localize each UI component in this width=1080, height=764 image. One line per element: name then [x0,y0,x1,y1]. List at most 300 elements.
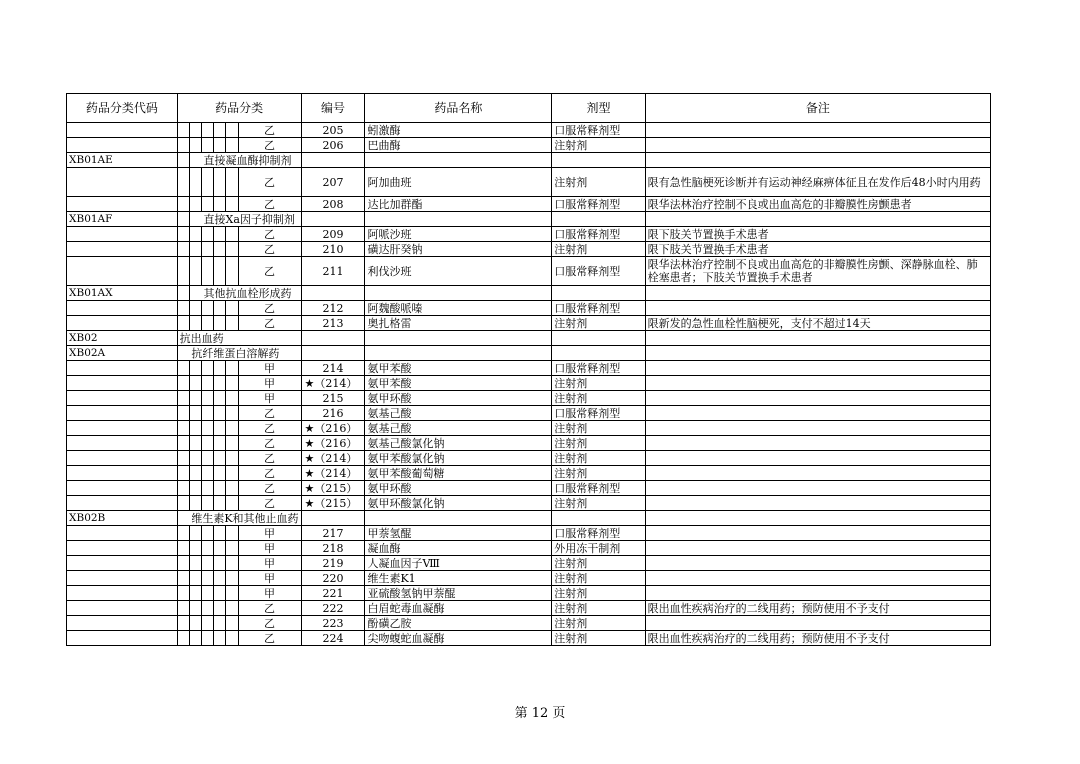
level-indent [189,631,201,646]
level-indent [214,616,226,631]
level-indent [214,526,226,541]
drug-number: 212 [301,301,365,316]
drug-name: 阿魏酸哌嗪 [365,301,552,316]
drug-form: 注射剂 [552,616,645,631]
drug-code-cell [67,556,178,571]
empty-number [301,212,365,227]
drug-name: 利伐沙班 [365,257,552,286]
drug-grade: 乙 [238,138,301,153]
level-indent [189,601,201,616]
category-name: 抗出血药 [177,331,301,346]
drug-name: 甲萘氢醌 [365,526,552,541]
drug-number: 218 [301,541,365,556]
level-indent [177,571,189,586]
level-indent [214,227,226,242]
level-indent [177,153,189,168]
level-indent [189,466,201,481]
level-indent [177,481,189,496]
empty-name [365,346,552,361]
drug-name: 氨甲苯酸 [365,361,552,376]
level-indent [226,301,238,316]
level-indent [177,168,189,197]
drug-row [67,197,991,212]
level-indent [177,526,189,541]
drug-row [67,376,991,391]
drug-name: 巴曲酶 [365,138,552,153]
drug-form: 注射剂 [552,451,645,466]
level-indent [177,138,189,153]
drug-grade: 乙 [238,451,301,466]
drug-name: 阿哌沙班 [365,227,552,242]
drug-grade: 乙 [238,466,301,481]
drug-grade: 乙 [238,257,301,286]
drug-form: 注射剂 [552,466,645,481]
level-indent [214,197,226,212]
drug-name: 达比加群酯 [365,197,552,212]
level-indent [189,586,201,601]
drug-name: 氨基己酸 [365,421,552,436]
empty-note [645,511,990,526]
drug-form: 注射剂 [552,316,645,331]
drug-code-cell [67,466,178,481]
level-indent [177,556,189,571]
drug-grade: 乙 [238,242,301,257]
drug-name: 奥扎格雷 [365,316,552,331]
drug-grade: 乙 [238,301,301,316]
level-indent [189,421,201,436]
drug-note: 限出血性疾病治疗的二线用药；预防使用不予支付 [645,631,990,646]
level-indent [177,301,189,316]
level-indent [189,616,201,631]
level-indent [202,168,214,197]
empty-form [552,511,645,526]
drug-grade: 甲 [238,571,301,586]
empty-number [301,331,365,346]
drug-form: 注射剂 [552,242,645,257]
drug-note [645,436,990,451]
level-indent [226,541,238,556]
level-indent [202,301,214,316]
drug-code-cell [67,361,178,376]
level-indent [202,257,214,286]
empty-form [552,212,645,227]
drug-code-cell [67,242,178,257]
drug-number: 217 [301,526,365,541]
drug-row [67,481,991,496]
drug-number: ★（214） [301,451,365,466]
level-indent [214,556,226,571]
empty-form [552,346,645,361]
drug-name: 氨甲环酸氯化钠 [365,496,552,511]
drug-grade: 乙 [238,496,301,511]
level-indent [226,197,238,212]
level-indent [177,631,189,646]
level-indent [202,421,214,436]
drug-name: 氨甲环酸 [365,391,552,406]
drug-form: 注射剂 [552,601,645,616]
level-indent [202,631,214,646]
drug-number: 206 [301,138,365,153]
level-indent [177,376,189,391]
level-indent [189,242,201,257]
level-indent [214,316,226,331]
drug-note [645,496,990,511]
level-indent [214,541,226,556]
drug-number: ★（214） [301,466,365,481]
level-indent [177,541,189,556]
level-indent [214,376,226,391]
page-number: 第 12 页 [514,706,566,721]
level-indent [202,361,214,376]
drug-code-cell [67,301,178,316]
level-indent [189,556,201,571]
level-indent [202,242,214,257]
drug-number: 209 [301,227,365,242]
drug-row [67,242,991,257]
empty-name [365,286,552,301]
drug-number: 211 [301,257,365,286]
drug-code-cell [67,138,178,153]
drug-catalog-table [66,93,991,646]
level-indent [177,466,189,481]
level-indent [202,138,214,153]
drug-code-cell [67,316,178,331]
level-indent [202,526,214,541]
level-indent [202,496,214,511]
level-indent [226,406,238,421]
drug-number: ★（215） [301,496,365,511]
level-indent [202,376,214,391]
empty-note [645,346,990,361]
drug-name: 阿加曲班 [365,168,552,197]
drug-name: 磺达肝癸钠 [365,242,552,257]
drug-row [67,526,991,541]
level-indent [214,586,226,601]
level-indent [202,391,214,406]
drug-row [67,616,991,631]
level-indent [189,316,201,331]
level-indent [202,586,214,601]
level-indent [177,212,189,227]
level-indent [226,601,238,616]
drug-code-cell [67,496,178,511]
drug-row [67,168,991,197]
level-indent [189,436,201,451]
level-indent [177,286,189,301]
drug-number: 223 [301,616,365,631]
level-indent [177,616,189,631]
drug-note [645,571,990,586]
drug-grade: 乙 [238,481,301,496]
level-indent [177,316,189,331]
drug-number: 220 [301,571,365,586]
empty-number [301,153,365,168]
level-indent [202,227,214,242]
drug-code-cell [67,257,178,286]
level-indent [189,541,201,556]
drug-grade: 乙 [238,436,301,451]
drug-grade: 甲 [238,556,301,571]
drug-form: 注射剂 [552,138,645,153]
level-indent [177,123,189,138]
level-indent [189,168,201,197]
header-code: 药品分类代码 [67,94,178,123]
drug-row [67,123,991,138]
level-indent [214,436,226,451]
header-number: 编号 [301,94,365,123]
level-indent [226,316,238,331]
drug-note: 限出血性疾病治疗的二线用药；预防使用不予支付 [645,601,990,616]
drug-form: 口服常释剂型 [552,123,645,138]
drug-form: 口服常释剂型 [552,197,645,212]
drug-number: 208 [301,197,365,212]
level-indent [214,631,226,646]
drug-grade: 乙 [238,168,301,197]
level-indent [177,511,189,526]
drug-name: 氨甲苯酸葡萄糖 [365,466,552,481]
level-indent [214,601,226,616]
level-indent [189,361,201,376]
drug-grade: 甲 [238,526,301,541]
header-row [67,94,991,123]
drug-form: 注射剂 [552,586,645,601]
empty-form [552,286,645,301]
drug-number: ★（214） [301,376,365,391]
category-code: XB02B [67,511,178,526]
drug-grade: 乙 [238,227,301,242]
drug-number: 210 [301,242,365,257]
empty-name [365,153,552,168]
drug-number: 213 [301,316,365,331]
level-indent [202,406,214,421]
level-indent [189,451,201,466]
drug-name: 尖吻蝮蛇血凝酶 [365,631,552,646]
empty-note [645,331,990,346]
drug-name: 凝血酶 [365,541,552,556]
empty-name [365,511,552,526]
drug-row [67,436,991,451]
drug-form: 注射剂 [552,376,645,391]
drug-grade: 乙 [238,406,301,421]
drug-name: 氨甲环酸 [365,481,552,496]
drug-number: 224 [301,631,365,646]
drug-row [67,601,991,616]
level-indent [189,212,201,227]
level-indent [177,421,189,436]
drug-code-cell [67,481,178,496]
level-indent [226,466,238,481]
drug-note [645,481,990,496]
level-indent [189,301,201,316]
level-indent [226,242,238,257]
level-indent [214,406,226,421]
level-indent [177,391,189,406]
drug-number: 219 [301,556,365,571]
level-indent [214,168,226,197]
drug-form: 口服常释剂型 [552,361,645,376]
drug-form: 口服常释剂型 [552,481,645,496]
level-indent [214,421,226,436]
drug-code-cell [67,541,178,556]
drug-note: 限下肢关节置换手术患者 [645,227,990,242]
drug-name: 亚硫酸氢钠甲萘醌 [365,586,552,601]
level-indent [226,138,238,153]
drug-note: 限华法林治疗控制不良或出血高危的非瓣膜性房颤、深静脉血栓、肺栓塞患者；下肢关节置换手术患者 [645,257,990,286]
drug-row [67,301,991,316]
drug-number: 207 [301,168,365,197]
category-row [67,212,991,227]
drug-name: 白眉蛇毒血凝酶 [365,601,552,616]
level-indent [202,541,214,556]
drug-grade: 甲 [238,376,301,391]
drug-form: 口服常释剂型 [552,301,645,316]
drug-name: 蚓激酶 [365,123,552,138]
level-indent [189,571,201,586]
category-name: 直接Xa因子抑制剂 [202,212,302,227]
category-name: 其他抗血栓形成药 [202,286,302,301]
empty-note [645,153,990,168]
drug-name: 维生素K1 [365,571,552,586]
level-indent [226,123,238,138]
empty-form [552,153,645,168]
category-name: 直接凝血酶抑制剂 [202,153,302,168]
drug-row [67,361,991,376]
level-indent [214,391,226,406]
category-name: 维生素K和其他止血药 [189,511,301,526]
drug-note [645,376,990,391]
level-indent [202,466,214,481]
drug-row [67,451,991,466]
drug-number: 214 [301,361,365,376]
drug-note [645,541,990,556]
level-indent [226,571,238,586]
drug-grade: 甲 [238,541,301,556]
drug-row [67,421,991,436]
drug-code-cell [67,616,178,631]
drug-form: 注射剂 [552,556,645,571]
level-indent [189,138,201,153]
empty-number [301,346,365,361]
level-indent [226,616,238,631]
drug-number: ★（215） [301,481,365,496]
level-indent [226,391,238,406]
level-indent [177,361,189,376]
level-indent [177,436,189,451]
drug-code-cell [67,421,178,436]
category-code: XB02A [67,346,178,361]
drug-row [67,586,991,601]
header-category: 药品分类 [177,94,301,123]
drug-code-cell [67,436,178,451]
drug-grade: 乙 [238,197,301,212]
level-indent [177,257,189,286]
header-name: 药品名称 [365,94,552,123]
drug-number: 216 [301,406,365,421]
level-indent [202,481,214,496]
category-name: 抗纤维蛋白溶解药 [189,346,301,361]
drug-number: 205 [301,123,365,138]
drug-row [67,631,991,646]
level-indent [226,556,238,571]
drug-code-cell [67,451,178,466]
level-indent [214,481,226,496]
category-code: XB01AX [67,286,178,301]
level-indent [189,376,201,391]
level-indent [202,451,214,466]
drug-number: 221 [301,586,365,601]
drug-number: ★（216） [301,421,365,436]
drug-number: 215 [301,391,365,406]
drug-note [645,526,990,541]
level-indent [189,406,201,421]
drug-row [67,556,991,571]
level-indent [177,601,189,616]
level-indent [226,168,238,197]
drug-code-cell [67,406,178,421]
level-indent [189,257,201,286]
drug-row [67,316,991,331]
level-indent [177,227,189,242]
drug-name: 氨甲苯酸 [365,376,552,391]
drug-name: 人凝血因子Ⅷ [365,556,552,571]
drug-form: 注射剂 [552,421,645,436]
drug-code-cell [67,227,178,242]
level-indent [202,616,214,631]
level-indent [226,361,238,376]
category-code: XB01AF [67,212,178,227]
drug-name: 氨甲苯酸氯化钠 [365,451,552,466]
drug-number: ★（216） [301,436,365,451]
drug-row [67,541,991,556]
level-indent [214,138,226,153]
drug-code-cell [67,601,178,616]
level-indent [214,451,226,466]
drug-note [645,361,990,376]
level-indent [177,242,189,257]
level-indent [226,481,238,496]
drug-note: 限新发的急性血栓性脑梗死，支付不超过14天 [645,316,990,331]
drug-grade: 甲 [238,391,301,406]
drug-name: 酚磺乙胺 [365,616,552,631]
drug-grade: 乙 [238,316,301,331]
empty-note [645,286,990,301]
category-row [67,153,991,168]
drug-note [645,451,990,466]
level-indent [177,496,189,511]
level-indent [189,153,201,168]
header-form: 剂型 [552,94,645,123]
category-code: XB02 [67,331,178,346]
level-indent [214,571,226,586]
drug-grade: 乙 [238,123,301,138]
level-indent [189,526,201,541]
drug-note [645,301,990,316]
drug-grade: 乙 [238,616,301,631]
drug-code-cell [67,571,178,586]
drug-note [645,556,990,571]
drug-code-cell [67,123,178,138]
category-row [67,286,991,301]
drug-form: 口服常释剂型 [552,227,645,242]
drug-row [67,138,991,153]
level-indent [214,301,226,316]
drug-grade: 甲 [238,586,301,601]
category-row [67,511,991,526]
level-indent [189,391,201,406]
drug-row [67,391,991,406]
drug-note [645,391,990,406]
level-indent [202,123,214,138]
